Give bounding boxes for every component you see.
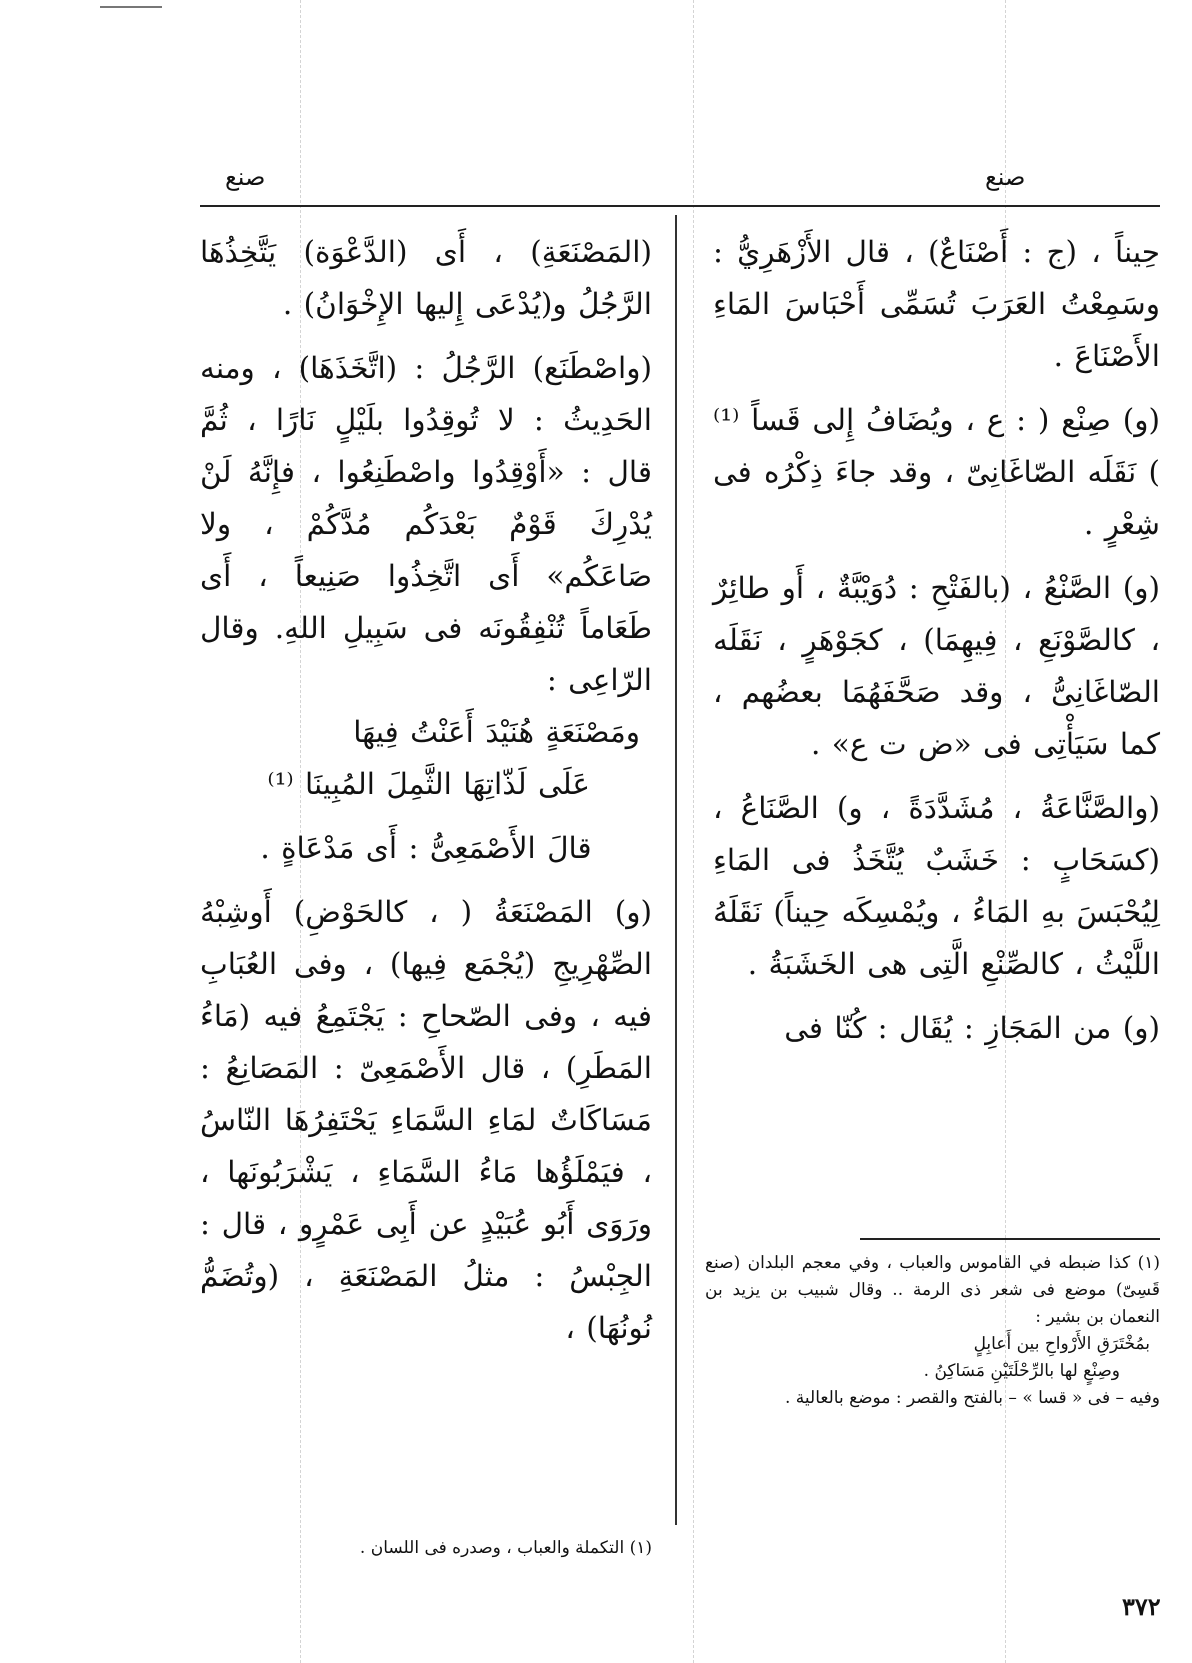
- paragraph: (و) صِنْع ( : ع ، ويُضَافُ إِلى قَساً ⁽¹⁾ ) نَقَلَه الصّاغَانِىّ ، وقد جاءَ ذِكْرُه فى شِعْرٍ .: [713, 403, 1160, 541]
- verse-line: ومَصْنَعَةٍ هُنَيْدَ أَعَنْتُ فِيهَا: [353, 715, 640, 749]
- paragraph: (و) المَصْنَعَةُ ( ، كالحَوْضِ) أَوشِبْهُ الصِّهْرِيجِ (يُجْمَع فِيها) ، وفى العُبَابِ فيه ، وفى الصّحاحِ : يَجْتَمِعُ فيه (مَاءُ المَطَرِ) ، قال الأَصْمَعِىّ : المَصَانِعُ : مَسَاكَاتٌ لمَاءِ السَّمَاءِ يَحْتَفِرُهَا النّاسُ ، فيَمْلَؤُها مَاءُ السَّمَاءِ ، يَشْرَبُونَها ، ورَوَى أَبُو عُبَيْدٍ عن أَبِى عَمْرٍو ، قال : الجِبْسُ : مثلُ المَصْنَعَةِ ، (وتُضَمُّ نُونُهَا) ،: [200, 895, 652, 1345]
- right-column: [713, 226, 1160, 1216]
- footnote-rule: [860, 1238, 1160, 1240]
- footnote-right: [705, 1250, 1160, 1412]
- running-header-left: صنع: [225, 163, 266, 191]
- footnote-text: (١) كذا ضبطه في القاموس والعباب ، وفي معجم البلدان (صنع قَسِىّ) موضع فى شعر ذى الرمة .. وقال شبيب بن يزيد بن النعمان بن بشير :: [705, 1253, 1160, 1327]
- column-divider: [675, 215, 677, 1525]
- paragraph: (المَصْنَعَةِ) ، أَى (الدَّعْوَة) يَتَّخِذُهَا الرَّجُلُ و(يُدْعَى إِليها الإِخْوَانُ) .: [200, 235, 652, 321]
- footnote-note: وفيه – فى « قسا » – بالفتح والقصر : موضع بالعالية .: [784, 1388, 1160, 1408]
- footnote-verse: بمُخْتَرَقِ الأَرْواحِ بين أَعابِلٍ: [973, 1334, 1150, 1354]
- footnote-left: (١) التكملة والعباب ، وصدره فى اللسان .: [359, 1538, 652, 1558]
- footnote-verse: وصِنْعٍ لها بالرِّحْلَتَيْنِ مَسَاكِنُ .: [923, 1361, 1120, 1381]
- paragraph: قالَ الأَصْمَعِىُّ : أَى مَدْعَاةٍ .: [260, 831, 592, 865]
- paragraph: (و) من المَجَازِ : يُقَال : كُنّا فى: [784, 1011, 1160, 1045]
- verse-line: عَلَى لَذّاتِهَا الثَّمِلَ المُبِينَا ⁽¹⁾: [267, 767, 590, 801]
- left-column: [200, 226, 652, 1416]
- running-header-right: صنع: [985, 163, 1026, 191]
- paragraph: (واصْطَنَع) الرَّجُلُ : (اتَّخَذَهَا) ، ومنه الحَدِيثُ : لا تُوقِدُوا بلَيْلٍ نَارًا ، ثُمَّ قال : «أَوْقِدُوا واصْطَنِعُوا ، فإِنَّهُ لَنْ يُدْرِكَ قَوْمٌ بَعْدَكُم مُدَّكُمْ ، ولا صَاعَكُم» أَى اتَّخِذُوا صَنِيعاً ، أَى طَعَاماً تُنْفِقُونَه فى سَبِيلِ اللهِ. وقال الرّاعِى :: [200, 351, 652, 697]
- scan-artifact-dash: [693, 0, 694, 1663]
- paragraph: (والصَّنَّاعَةُ ، مُشَدَّدَةً ، و) الصَّنَاعُ ، (كسَحَابٍ : خَشَبٌ يُتَّخَذُ فى المَاءِ لِيُحْبَسَ بهِ المَاءُ ، ويُمْسِكَه حِيناً) نَقَلَهُ اللَّيْثُ ، كالصِّنْعِ الَّتِى هى الخَشَبَةُ .: [713, 791, 1160, 981]
- scan-artifact-line: [100, 6, 162, 8]
- header-rule: [200, 205, 1160, 207]
- paragraph: حِيناً ، (ج : أَصْنَاعٌ) ، قال الأَزْهَرِيُّ : وسَمِعْتُ العَرَبَ تُسَمِّى أَحْبَاسَ المَاءِ الأَصْنَاعَ .: [713, 235, 1160, 373]
- paragraph: (و) الصَّنْعُ ، (بالفَتْحِ : دُوَيْبَّةٌ ، أَو طائِرٌ ، كالصَّوْنَعِ ، فِيهِمَا) ، كجَوْهَرٍ ، نَقَلَه الصّاغَانِىُّ ، وقد صَحَّفَهُمَا بعضُهم ، كما سَيَأْتِى فى «ض ت ع» .: [713, 571, 1160, 761]
- page-number: ٣٧٢: [1122, 1592, 1161, 1621]
